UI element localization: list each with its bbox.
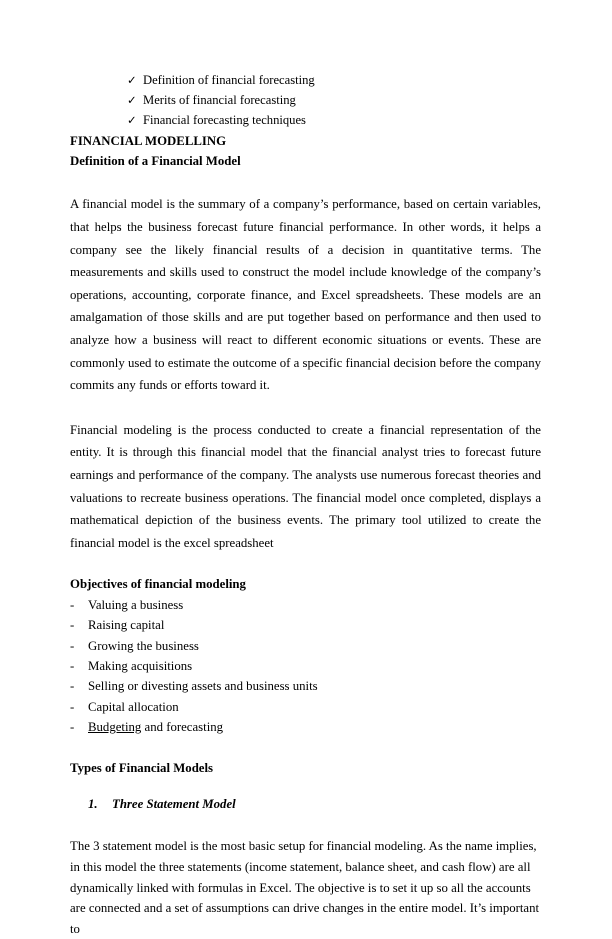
heading-definition-financial-model: Definition of a Financial Model: [70, 154, 241, 169]
page-title: FINANCIAL MODELLING: [70, 133, 227, 148]
check-icon: ✓: [127, 73, 137, 87]
list-item-label: Definition of financial forecasting: [143, 73, 315, 87]
list-item-label: Making acquisitions: [88, 658, 193, 673]
list-item: [70, 70, 541, 90]
list-item: [70, 676, 541, 696]
list-objectives: [70, 595, 541, 738]
list-item-label: and forecasting: [141, 720, 224, 735]
spacer: [70, 171, 541, 193]
paragraph-three-statement-model: The 3 statement model is the most basic setup for financial modeling. As the name implies, in this model the three statements (income statement, balance sheet, and cash flow) are all dynamically linked with formulas in Excel. The objective is to set it up so all the accounts are connected and a set of assumptions can drive changes in the entire model. It’s important to: [70, 839, 540, 936]
dash-icon: -: [70, 658, 75, 673]
paragraph-financial-modeling-process: Financial modeling is the process conducted to create a financial representation of the entity. It is through this financial model that the financial analyst tries to forecast future earnings and performance of the company. The analysts use numerous forecast theories and valuations to recreate business operations. The financial model once completed, displays a mathematical depiction of the business events. The primary tool utilized to create the financial model is the excel spreadsheet: [70, 422, 541, 550]
list-item: [70, 656, 541, 676]
spacer: [70, 554, 541, 574]
list-item-label: Selling or divesting assets and business units: [88, 679, 318, 694]
spacer: [70, 814, 541, 836]
list-item-label: Financial forecasting techniques: [143, 113, 306, 128]
paragraph-financial-model-definition: A financial model is the summary of a company’s performance, based on certain variables, that helps the business forecast future financial performance. In other words, it helps a company see the likely financial results of a decision in quantitative terms. The measurements and skills used to construct the model include knowledge of the company’s operations, accounting, corporate finance, and Excel spreadsheets. These models are an amalgamation of those skills and are put together based on performance and then used to analyze how a business will react to different economic situations or events. These are commonly used to estimate the outcome of a specific financial decision before the company commits any funds or efforts toward it.: [70, 197, 541, 393]
spacer: [70, 397, 541, 419]
dash-icon: -: [70, 679, 75, 694]
list-item: [70, 110, 541, 130]
list-financial-model-types: [70, 794, 541, 814]
list-item: [70, 595, 541, 615]
list-item-label: Growing the business: [88, 638, 199, 653]
list-item-label: Valuing a business: [88, 597, 184, 612]
dash-icon: -: [70, 597, 75, 612]
list-item: [70, 697, 541, 717]
document-content: [70, 70, 541, 939]
check-icon: ✓: [127, 93, 137, 108]
check-icon: ✓: [127, 113, 137, 128]
list-item: [70, 636, 541, 656]
checklist-financial-forecasting: [70, 70, 541, 131]
dash-icon: -: [70, 618, 75, 633]
dash-icon: -: [70, 720, 75, 735]
spacer: [70, 738, 541, 758]
list-item-label-underlined: Budgeting: [88, 720, 142, 735]
dash-icon: -: [70, 638, 75, 653]
list-item: [70, 615, 541, 635]
list-item: [70, 794, 541, 814]
dash-icon: -: [70, 699, 75, 714]
heading-types-of-financial-models: Types of Financial Models: [70, 760, 214, 775]
list-item-label: Merits of financial forecasting: [143, 93, 296, 108]
list-item-label: Capital allocation: [88, 699, 179, 714]
list-item: [70, 717, 541, 737]
list-item: [70, 90, 541, 110]
list-item-label: Raising capital: [88, 618, 165, 633]
heading-objectives: Objectives of financial modeling: [70, 577, 246, 592]
list-item-label: Three Statement Model: [112, 796, 236, 811]
list-item-number: 1.: [88, 796, 98, 811]
